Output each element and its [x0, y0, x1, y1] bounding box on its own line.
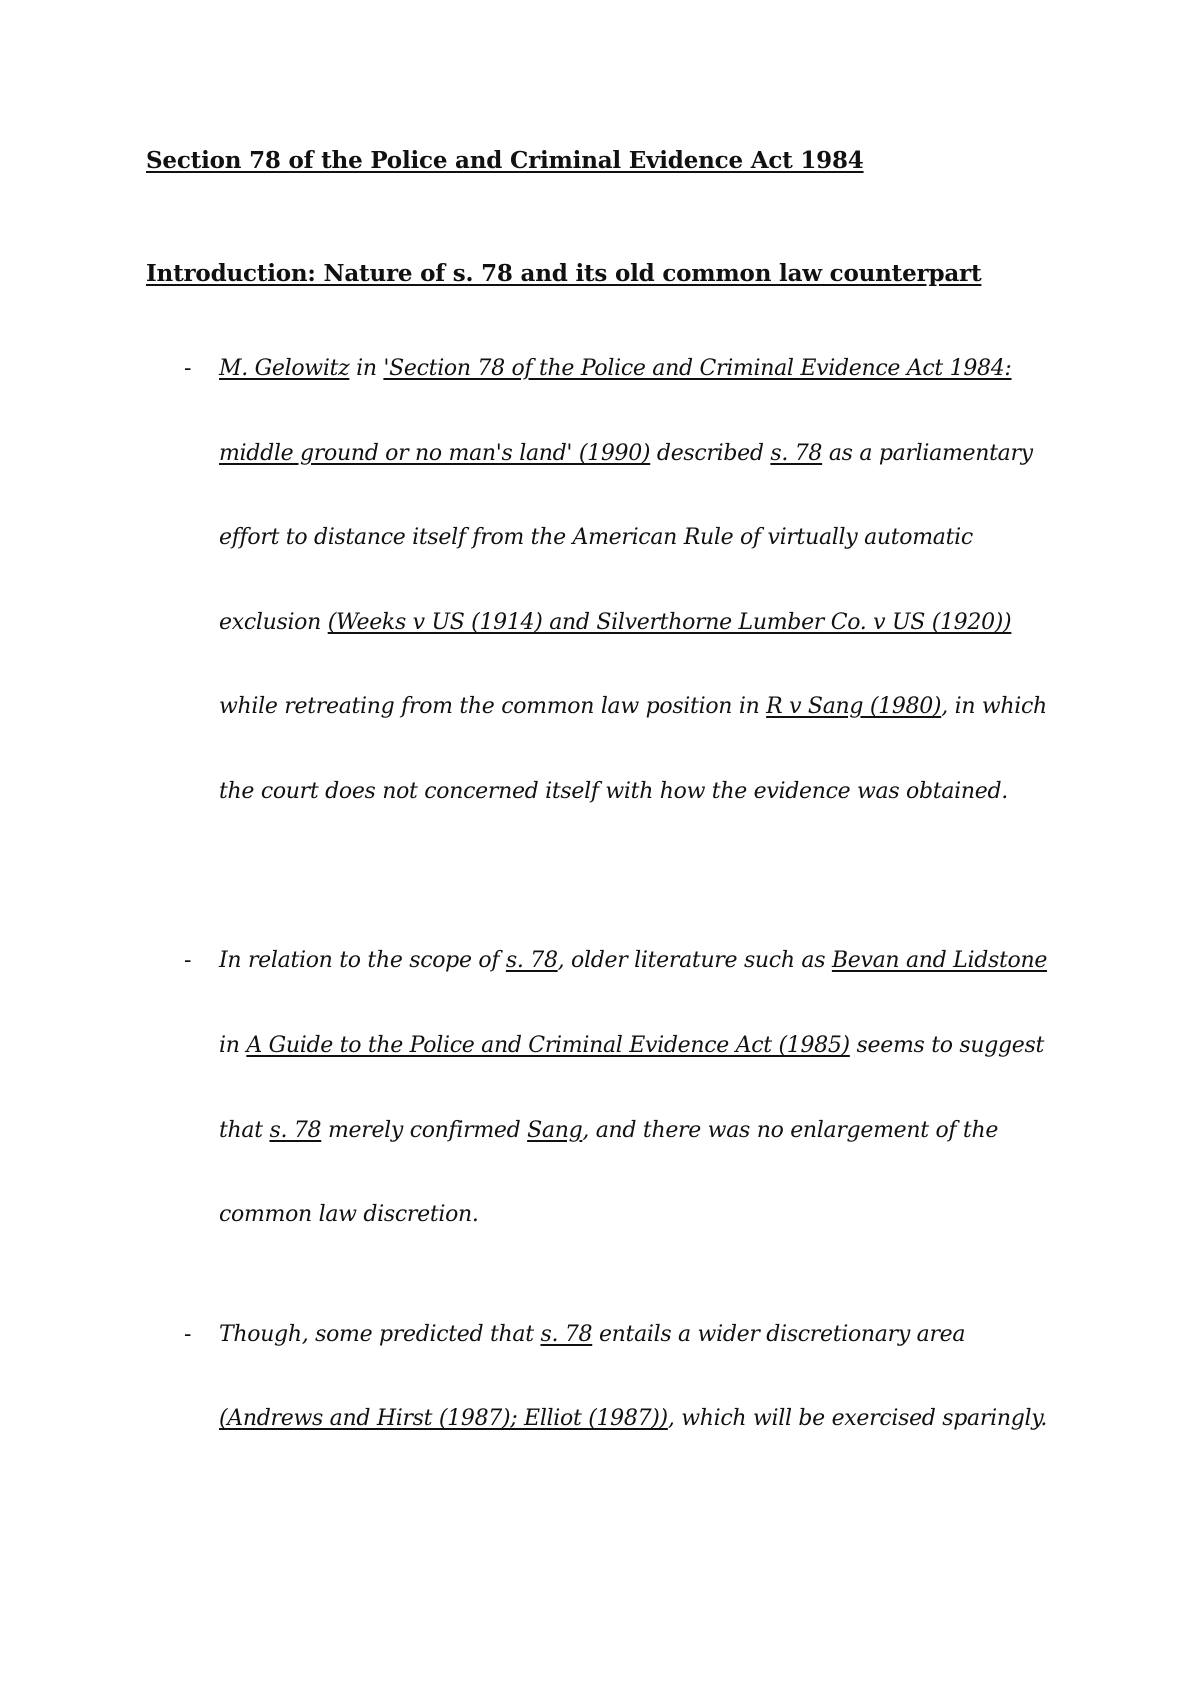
paragraph-2-line-3 — [219, 1116, 998, 1146]
bullet-marker: - — [184, 356, 192, 381]
body-text: , and there was no enlargement of the — [582, 1118, 999, 1143]
underlined-citation: Bevan and Lidstone — [831, 948, 1048, 973]
underlined-citation: s. 78 — [770, 441, 823, 466]
underlined-citation: M. Gelowitz — [219, 356, 350, 381]
body-text: Though, some predicted that — [219, 1322, 541, 1347]
body-text: merely confirmed — [321, 1118, 528, 1143]
section-subheading: Introduction: Nature of s. 78 and its old common law counterpart — [146, 260, 982, 287]
body-text: In relation to the scope of — [219, 948, 506, 973]
body-text: in — [349, 356, 384, 381]
paragraph-2-line-1 — [219, 946, 1047, 976]
document-title: Section 78 of the Police and Criminal Evidence Act 1984 — [146, 147, 864, 174]
paragraph-1-line-5 — [219, 692, 1047, 722]
body-text: described — [650, 441, 771, 466]
body-text: in — [219, 1033, 247, 1058]
body-text: that — [219, 1118, 270, 1143]
body-text: entails a wider discretionary area — [592, 1322, 966, 1347]
body-text: effort to distance itself from the American Rule of virtually automatic — [219, 525, 973, 550]
body-text: , older literature such as — [557, 948, 832, 973]
body-text: common law discretion. — [219, 1202, 479, 1227]
underlined-citation: Sang — [527, 1118, 583, 1143]
underlined-citation: (Weeks v US (1914) and Silverthorne Lumber Co. v US (1920)) — [327, 610, 1012, 635]
paragraph-1-line-3 — [219, 523, 973, 553]
bullet-marker: - — [184, 948, 192, 973]
underlined-citation: s. 78 — [540, 1322, 593, 1347]
paragraph-3-line-2 — [219, 1404, 1047, 1434]
underlined-citation: 'Section 78 of the Police and Criminal Evidence Act 1984: — [383, 356, 1012, 381]
underlined-citation: s. 78 — [269, 1118, 322, 1143]
body-text: as a parliamentary — [822, 441, 1033, 466]
paragraph-1-line-6 — [219, 777, 1008, 807]
paragraph-1-line-4 — [219, 608, 1011, 638]
underlined-citation: A Guide to the Police and Criminal Evidence Act (1985) — [246, 1033, 850, 1058]
body-text: , in which — [941, 694, 1047, 719]
body-text: seems to suggest — [849, 1033, 1045, 1058]
bullet-marker: - — [184, 1322, 192, 1347]
paragraph-1-line-2 — [219, 439, 1033, 469]
paragraph-3-line-1 — [219, 1320, 965, 1350]
underlined-citation: (Andrews and Hirst (1987); Elliot (1987)) — [219, 1406, 668, 1431]
body-text: exclusion — [219, 610, 328, 635]
paragraph-2-line-2 — [219, 1031, 1044, 1061]
body-text: the court does not concerned itself with how the evidence was obtained. — [219, 779, 1008, 804]
underlined-citation: s. 78 — [505, 948, 558, 973]
underlined-citation: middle ground or no man's land' (1990) — [219, 441, 651, 466]
paragraph-1-line-1 — [219, 354, 1012, 384]
body-text: , which will be exercised sparingly. — [667, 1406, 1048, 1431]
paragraph-2-line-4 — [219, 1200, 479, 1230]
underlined-citation: R v Sang (1980) — [766, 694, 942, 719]
body-text: while retreating from the common law position in — [219, 694, 767, 719]
